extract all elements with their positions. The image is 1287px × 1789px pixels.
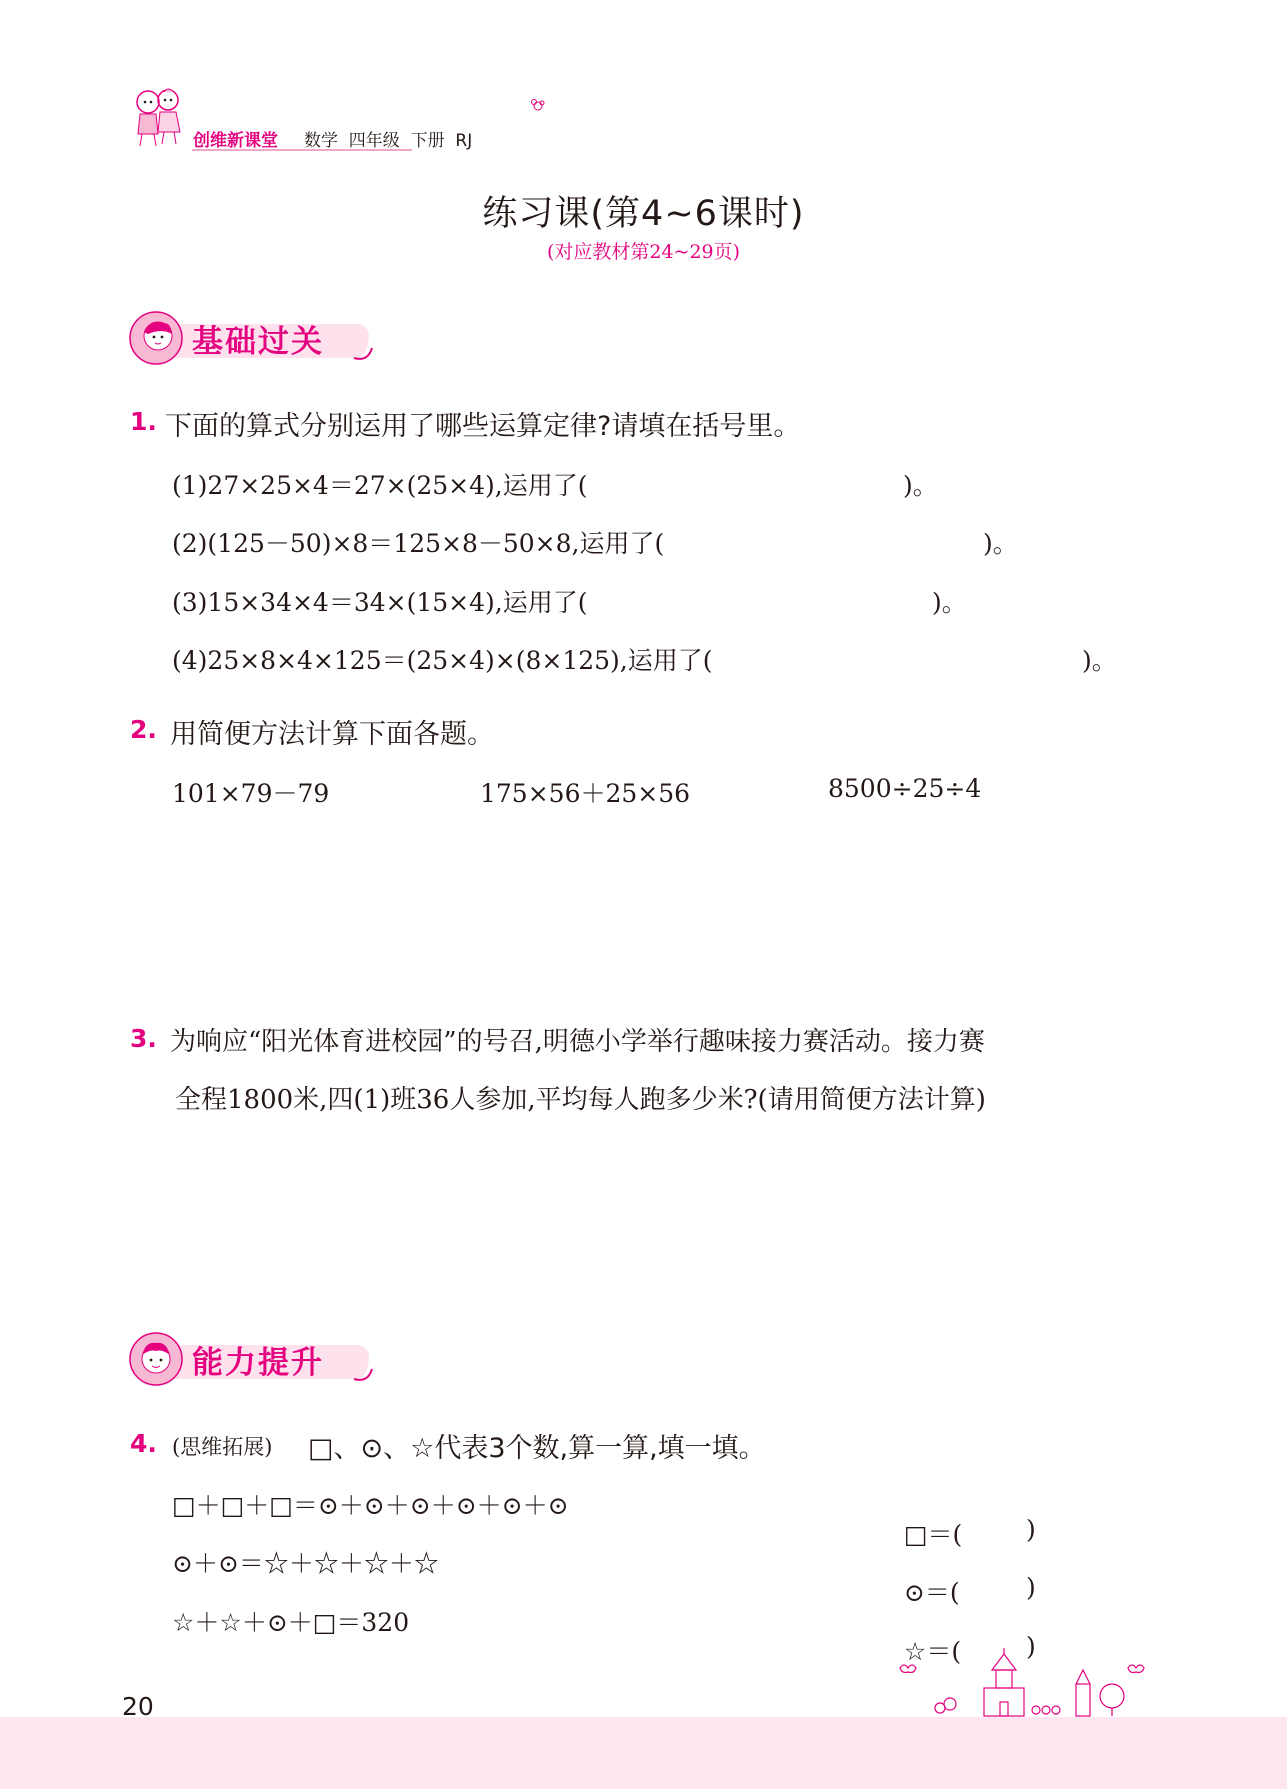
equation: ⊙＋⊙＝☆＋☆＋☆＋☆ xyxy=(172,1549,439,1578)
question-line: (1)27×25×4＝27×(25×4),运用了( xyxy=(172,471,588,500)
question-line: (3)15×34×4＝34×(15×4),运用了( xyxy=(172,588,588,617)
equation: ☆＋☆＋⊙＋□＝320 xyxy=(172,1608,410,1637)
question-text: 用简便方法计算下面各题。 xyxy=(170,719,494,750)
section-header-advanced xyxy=(128,1331,378,1389)
equation: □＋□＋□＝⊙＋⊙＋⊙＋⊙＋⊙＋⊙ xyxy=(172,1491,569,1520)
answer-label: □＝( xyxy=(903,1520,963,1549)
page-number: 20 xyxy=(122,1692,154,1721)
question-number: 4. xyxy=(130,1429,157,1458)
question-number: 2. xyxy=(130,715,157,744)
footer-band xyxy=(0,1717,1287,1789)
question-text: 全程1800米,四(1)班36人参加,平均每人跑多少米?(请用简便方法计算) xyxy=(175,1085,986,1115)
answer-label: ⊙＝( xyxy=(903,1578,960,1607)
header-subject: 数学 四年级 下册 RJ xyxy=(304,131,473,151)
calc-expression: 175×56＋25×56 xyxy=(480,779,691,808)
answer-label: ☆＝( xyxy=(903,1637,962,1666)
question-text: 下面的算式分别运用了哪些运算定律?请填在括号里。 xyxy=(165,411,801,442)
answer-blank-close: )。 xyxy=(903,471,938,500)
answer-blank-close: ) xyxy=(1026,1515,1036,1544)
section-label: 能力提升 xyxy=(192,1345,324,1381)
section-label: 基础过关 xyxy=(192,324,324,360)
section-header-basic xyxy=(128,310,378,368)
calc-expression: 101×79－79 xyxy=(172,779,330,808)
answer-blank xyxy=(888,1544,1036,1609)
question-number: 3. xyxy=(130,1024,157,1053)
question-tag: (思维拓展) xyxy=(172,1435,273,1459)
header-brand: 创维新课堂 xyxy=(193,131,278,151)
castle-scene-icon xyxy=(880,1648,1180,1718)
cartoon-girl-icon xyxy=(128,310,184,366)
cartoon-kids-logo-icon xyxy=(128,86,188,148)
cartoon-boy-icon xyxy=(128,1331,184,1387)
answer-blank-close: ) xyxy=(1026,1632,1036,1661)
answer-blank-close: ) xyxy=(1026,1573,1036,1602)
page-title: 练习课(第4~6课时) xyxy=(482,194,805,234)
answer-blank-close: )。 xyxy=(983,529,1018,558)
calc-expression: 8500÷25÷4 xyxy=(828,774,982,803)
header-divider xyxy=(192,149,412,151)
question-text: □、⊙、☆代表3个数,算一算,填一填。 xyxy=(308,1433,766,1464)
question-line: (4)25×8×4×125＝(25×4)×(8×125),运用了( xyxy=(172,646,713,675)
question-number: 1. xyxy=(130,407,157,436)
answer-blank xyxy=(888,1486,1036,1551)
question-text: 为响应“阳光体育进校园”的号召,明德小学举行趣味接力赛活动。接力赛 xyxy=(170,1027,985,1057)
flower-deco-icon xyxy=(528,96,548,116)
answer-blank-close: )。 xyxy=(932,588,967,617)
answer-blank-close: )。 xyxy=(1082,646,1117,675)
question-line: (2)(125－50)×8＝125×8－50×8,运用了( xyxy=(172,529,665,558)
page-subtitle: (对应教材第24~29页) xyxy=(546,241,741,263)
